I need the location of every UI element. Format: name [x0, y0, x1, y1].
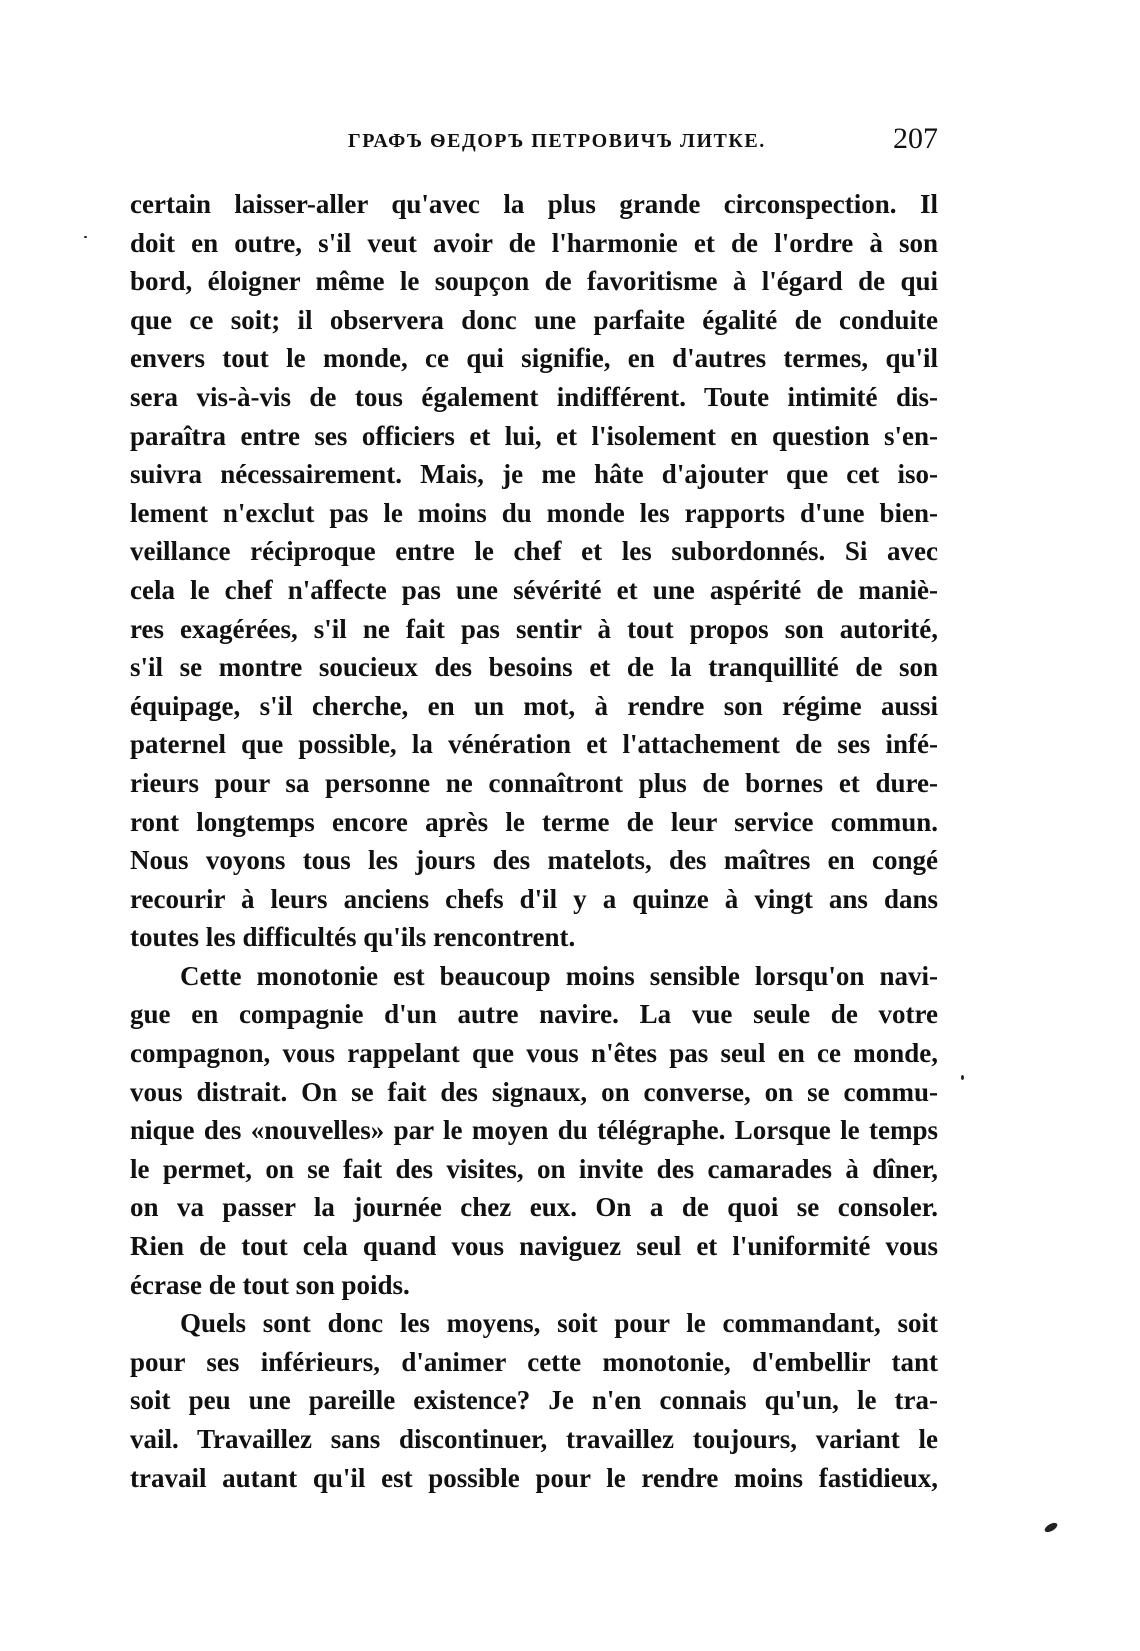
- text-line: paternel que possible, la vénération et l'attachement de ses infé-: [130, 729, 938, 760]
- text-line: doit en outre, s'il veut avoir de l'harmonie et de l'ordre à son: [130, 227, 938, 258]
- text-line: veillance réciproque entre le chef et les subordonnés. Si avec: [130, 536, 938, 567]
- ink-speck: [961, 1075, 964, 1080]
- running-head: [130, 122, 938, 162]
- text-line: sera vis-à-vis de tous également indifférent. Toute intimité dis-: [130, 381, 938, 412]
- text-line: cela le chef n'affecte pas une sévérité et une aspérité de maniè-: [130, 574, 938, 605]
- text-line: nique des «nouvelles» par le moyen du télégraphe. Lorsque le temps: [130, 1115, 938, 1146]
- text-line: vous distrait. On se fait des signaux, on converse, on se commu-: [130, 1076, 938, 1107]
- text-line: gue en compagnie d'un autre navire. La vue seule de votre: [130, 999, 938, 1030]
- text-line: rieurs pour sa personne ne connaîtront plus de bornes et dure-: [130, 767, 938, 798]
- text-line: le permet, on se fait des visites, on invite des camarades à dîner,: [130, 1153, 938, 1184]
- running-title: ГРАФЪ ѲЕДОРЪ ПЕТРОВИЧЪ ЛИТКЕ.: [348, 130, 766, 152]
- text-line: Rien de tout cela quand vous naviguez seul et l'uniformité vous: [130, 1231, 938, 1262]
- text-line: Nous voyons tous les jours des matelots, des maîtres en congé: [130, 845, 938, 876]
- text-line: soit peu une pareille existence? Je n'en connais qu'un, le tra-: [130, 1385, 938, 1416]
- text-line: envers tout le monde, ce qui signifie, en d'autres termes, qu'il: [130, 343, 938, 374]
- ink-speck: [84, 236, 87, 238]
- text-line: que ce soit; il observera donc une parfaite égalité de conduite: [130, 304, 938, 335]
- text-line: compagnon, vous rappelant que vous n'êtes pas seul en ce monde,: [130, 1038, 938, 1069]
- text-line: équipage, s'il cherche, en un mot, à rendre son régime aussi: [130, 690, 938, 721]
- text-line: Quels sont donc les moyens, soit pour le commandant, soit: [180, 1308, 938, 1339]
- text-line: pour ses inférieurs, d'animer cette monotonie, d'embellir tant: [130, 1346, 938, 1377]
- text-line: toutes les difficultés qu'ils rencontrent.: [130, 922, 576, 953]
- ink-speck: [1043, 1521, 1059, 1534]
- text-line: travail autant qu'il est possible pour le rendre moins fastidieux,: [130, 1462, 938, 1493]
- paragraph-2: [130, 957, 938, 1304]
- text-line: écrase de tout son poids.: [130, 1269, 410, 1300]
- text-line: paraîtra entre ses officiers et lui, et l'isolement en question s'en-: [130, 420, 938, 451]
- text-line: res exagérées, s'il ne fait pas sentir à tout propos son autorité,: [130, 613, 938, 644]
- text-line: recourir à leurs anciens chefs d'il y a quinze à vingt ans dans: [130, 883, 938, 914]
- page-number: 207: [893, 122, 938, 155]
- text-line: ront longtemps encore après le terme de leur service commun.: [130, 806, 938, 837]
- text-line: suivra nécessairement. Mais, je me hâte d'ajouter que cet iso-: [130, 459, 938, 490]
- paragraph-3: [130, 1304, 938, 1497]
- text-line: bord, éloigner même le soupçon de favoritisme à l'égard de qui: [130, 266, 938, 297]
- text-line: vail. Travaillez sans discontinuer, travaillez toujours, variant le: [130, 1424, 938, 1454]
- body-text: [130, 185, 938, 1497]
- text-line: lement n'exclut pas le moins du monde les rapports d'une bien-: [130, 497, 938, 528]
- text-line: on va passer la journée chez eux. On a de quoi se consoler.: [130, 1192, 938, 1223]
- text-line: Cette monotonie est beaucoup moins sensible lorsqu'on navi-: [180, 960, 938, 991]
- text-line: s'il se montre soucieux des besoins et de la tranquillité de son: [130, 652, 938, 683]
- paragraph-1: [130, 185, 938, 957]
- text-line: certain laisser-aller qu'avec la plus grande circonspection. Il: [130, 189, 938, 219]
